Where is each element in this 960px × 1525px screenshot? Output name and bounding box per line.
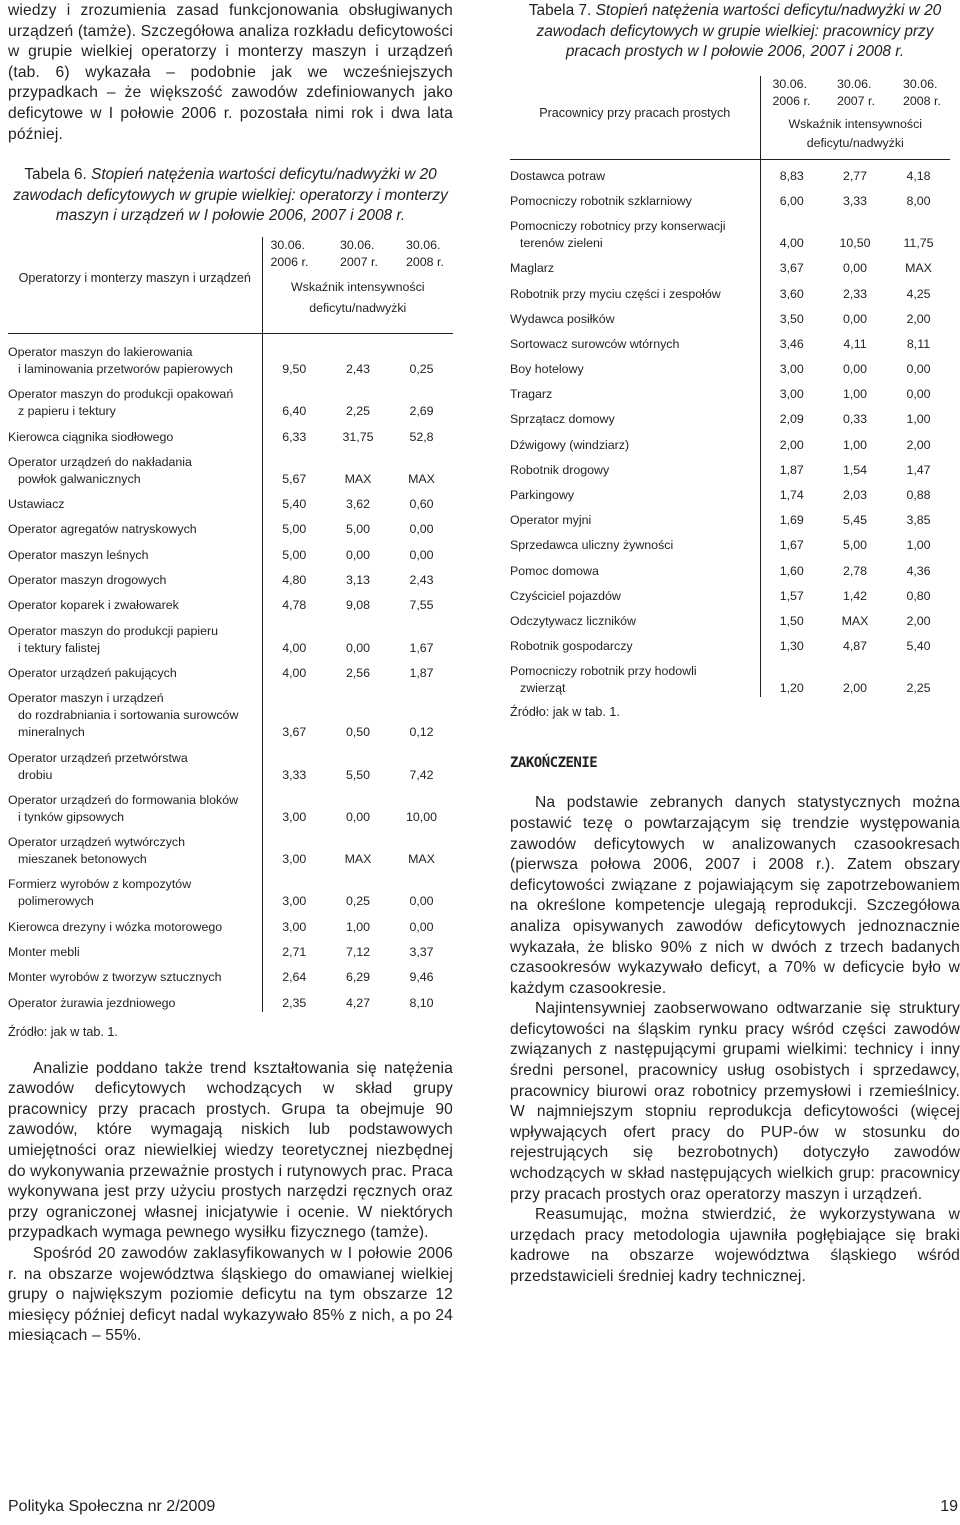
row-label-line: Dostawca potraw xyxy=(510,168,606,183)
row-value: 2,64 xyxy=(282,970,307,985)
row-value: 4,87 xyxy=(842,639,868,654)
row-value: 1,00 xyxy=(906,538,931,553)
row-label-line: Operator maszyn do produkcji opakowań xyxy=(8,387,234,402)
row-label xyxy=(510,378,760,403)
row-label xyxy=(510,580,760,605)
row-label xyxy=(8,868,262,910)
row-value: 6,00 xyxy=(779,193,804,208)
row-value: 3,00 xyxy=(282,809,307,824)
table-row xyxy=(510,428,950,453)
row-value: MAX xyxy=(408,852,435,867)
row-value: 2,00 xyxy=(779,437,804,452)
row-value: 3,37 xyxy=(409,944,434,959)
row-value: 1,00 xyxy=(906,412,931,427)
table-row xyxy=(8,378,453,420)
row-value: 3,00 xyxy=(282,852,307,867)
row-value: 52,8 xyxy=(409,429,434,444)
row-label xyxy=(510,529,760,554)
row-value: 8,00 xyxy=(906,193,931,208)
left-column xyxy=(8,0,453,1347)
table-row xyxy=(8,614,453,656)
row-value: 3,46 xyxy=(779,336,804,351)
row-label-line: do rozdrabniania i sortowania surowców xyxy=(18,708,239,723)
row-value: 2,00 xyxy=(906,311,931,326)
row-value: 10,50 xyxy=(839,236,871,251)
table7-header-date: 30.06. 2007 r. xyxy=(837,76,875,108)
row-label-line: Pomocniczy robotnicy przy konserwacji xyxy=(510,219,726,234)
row-label-line: polimerowych xyxy=(18,894,94,909)
row-label-line: i tynków gipsowych xyxy=(18,809,125,824)
row-label xyxy=(8,420,262,445)
row-value: 3,67 xyxy=(282,725,307,740)
row-label xyxy=(510,303,760,328)
row-value: 4,11 xyxy=(843,336,867,351)
row-label-line: Wydawca posiłków xyxy=(510,311,615,326)
row-label-line: Tragarz xyxy=(510,387,553,402)
row-label-line: z papieru i tektury xyxy=(18,404,116,419)
row-value: 9,08 xyxy=(345,598,371,613)
row-value: 1,60 xyxy=(779,563,804,578)
row-value: 0,80 xyxy=(906,588,931,603)
row-value: 0,00 xyxy=(409,522,434,537)
row-value: 1,00 xyxy=(842,387,868,402)
row-value: 1,00 xyxy=(842,437,868,452)
table-row xyxy=(510,655,950,697)
table6-header-date: 30.06. 2008 r. xyxy=(406,237,444,269)
row-label xyxy=(8,614,262,656)
row-value: 1,87 xyxy=(409,665,434,680)
table-row xyxy=(510,479,950,504)
row-value: 0,00 xyxy=(409,919,434,934)
row-label xyxy=(8,538,262,563)
row-label xyxy=(8,513,262,538)
table-row xyxy=(8,488,453,513)
row-value: 7,55 xyxy=(409,598,434,613)
row-label xyxy=(510,504,760,529)
row-value: 5,00 xyxy=(282,522,307,537)
row-label xyxy=(8,488,262,513)
row-value: 0,60 xyxy=(409,497,434,512)
table-row xyxy=(510,210,950,252)
row-value: 2,71 xyxy=(282,944,307,959)
row-value: 0,00 xyxy=(906,387,931,402)
table7 xyxy=(510,76,950,698)
row-label-line: i laminowania przetworów papierowych xyxy=(18,361,233,376)
row-label xyxy=(8,910,262,935)
section-heading: ZAKOŃCZENIE xyxy=(510,755,598,772)
row-value: 0,50 xyxy=(345,725,371,740)
row-label xyxy=(8,936,262,961)
row-label-line: Operator maszyn leśnych xyxy=(8,547,149,562)
row-label-line: Kierowca ciągnika siodłowego xyxy=(8,429,174,444)
row-value: 1,30 xyxy=(779,639,804,654)
row-label xyxy=(8,378,262,420)
row-value: 3,33 xyxy=(842,193,868,208)
row-label-line: Operator maszyn do lakierowania xyxy=(8,344,193,359)
row-label-line: Odczytywacz liczników xyxy=(510,613,636,628)
row-label-line: Pomoc domowa xyxy=(510,563,599,578)
row-label-line: Operator urządzeń do nakładania xyxy=(8,454,192,469)
row-value: 0,12 xyxy=(409,725,434,740)
row-value: 2,00 xyxy=(906,613,931,628)
row-value: 0,00 xyxy=(345,809,371,824)
right-paragraph-1: Na podstawie zebranych danych statystycznych można postawić tezę o powtarzającym się trendzie występowania zawodów deficytowych w analizowanych czasookresach (pierwsza połowa 2006, 2007 i 2008 r.). Zatem obszary deficytowości związane z pojawiającym się zapotrzebowaniem na określone kompetencje ulegają reprodukcji. Szczegółowa analiza opisywanych zawodów deficytowych jednoznacznie wykazała, że blisko 90% z nich w dwóch z trzech badanych czasookresów wykazywało deficyt, a 70% w deficycie było w każdym czasookresie. xyxy=(510,794,960,997)
row-value: MAX xyxy=(344,852,372,867)
table7-header-sub: Wskaźnik intensywności deficytu/nadwyżki xyxy=(760,110,950,160)
row-value: 31,75 xyxy=(342,429,374,444)
row-label xyxy=(510,210,760,252)
row-value: 8,10 xyxy=(409,995,434,1010)
row-label-line: Operator urządzeń przetwórstwa xyxy=(8,750,188,765)
row-value: 4,18 xyxy=(906,168,931,183)
row-value: 3,00 xyxy=(779,362,804,377)
table-row xyxy=(510,185,950,210)
table-row xyxy=(510,605,950,630)
row-label-line: i tektury falistej xyxy=(18,640,100,655)
table6-header-sub: Wskaźnik intensywności deficytu/nadwyżki xyxy=(262,271,453,334)
row-label-line: Operator koparek i zwałowarek xyxy=(8,598,179,613)
footer-journal: Polityka Społeczna nr 2/2009 xyxy=(8,1498,216,1515)
row-value: 4,00 xyxy=(282,640,307,655)
table-row xyxy=(510,252,950,277)
row-value: 2,33 xyxy=(842,286,868,301)
table-row xyxy=(8,986,453,1011)
row-label xyxy=(8,333,262,378)
row-label xyxy=(8,986,262,1011)
table6-caption-title: Stopień natężenia wartości deficytu/nadwyżki w 20 zawodach deficytowych w grupie wielkiej: operatorzy i monterzy maszyn i urządzeń w I połowie 2006, 2007 i 2008 r. xyxy=(13,166,448,225)
row-value: 1,67 xyxy=(779,538,804,553)
table6 xyxy=(8,237,453,1012)
table-row xyxy=(8,868,453,910)
row-label-line: Sprzedawca uliczny żywności xyxy=(510,538,674,553)
table-row xyxy=(8,657,453,682)
row-value: 2,43 xyxy=(345,361,371,376)
footer-page-number: 19 xyxy=(940,1498,958,1515)
table6-caption-label: Tabela 6. xyxy=(24,166,87,184)
row-value: 1,00 xyxy=(345,919,371,934)
row-value: 3,85 xyxy=(906,513,931,528)
row-value: 8,11 xyxy=(906,336,931,351)
right-column xyxy=(510,0,960,1288)
table-row xyxy=(510,328,950,353)
row-value: 0,00 xyxy=(842,362,868,377)
row-value: MAX xyxy=(344,471,372,486)
row-value: 0,25 xyxy=(409,361,434,376)
row-label-line: Parkingowy xyxy=(510,488,575,503)
row-value: 4,27 xyxy=(345,995,371,1010)
row-label-line: Robotnik drogowy xyxy=(510,462,610,477)
row-value: 3,00 xyxy=(282,919,307,934)
row-label xyxy=(510,454,760,479)
row-label-line: Pomocniczy robotnik przy hodowli xyxy=(510,664,697,679)
row-label-line: Operator maszyn do produkcji papieru xyxy=(8,623,219,638)
row-value: 10,00 xyxy=(405,809,437,824)
row-label-line: terenów zieleni xyxy=(520,236,603,251)
row-value: 0,33 xyxy=(842,412,868,427)
table7-header-label: Pracownicy przy pracach prostych xyxy=(510,76,760,160)
table-row xyxy=(510,580,950,605)
table-row xyxy=(510,353,950,378)
row-label xyxy=(8,657,262,682)
table7-caption-title: Stopień natężenia wartości deficytu/nadwyżki w 20 zawodach deficytowych w grupie wielkiej: pracownicy przy pracach prostych w I połowie 2006, 2007 i 2008 r. xyxy=(536,2,942,61)
left-paragraph-3: Spośród 20 zawodów zaklasyfikowanych w I połowie 2006 r. na obszarze województwa śląskiego do omawianej wielkiej grupy o największym poziomie deficytu na tym obszarze 12 miesięcy później deficyt nadal wykazywało 85% z nich, a po 24 miesiącach – 55%. xyxy=(8,1244,453,1345)
row-value: 0,00 xyxy=(842,311,868,326)
row-value: 1,47 xyxy=(906,462,931,477)
row-value: MAX xyxy=(841,613,869,628)
row-label-line: Monter mebli xyxy=(8,944,80,959)
row-value: 5,40 xyxy=(906,639,931,654)
row-label xyxy=(510,277,760,302)
table-row xyxy=(8,589,453,614)
table-row xyxy=(510,529,950,554)
table-row xyxy=(510,159,950,185)
row-label xyxy=(510,185,760,210)
table-row xyxy=(510,303,950,328)
row-value: 1,42 xyxy=(842,588,868,603)
table6-header-date: 30.06. 2006 r. xyxy=(270,237,309,269)
table-row xyxy=(8,910,453,935)
row-value: 1,20 xyxy=(779,681,804,696)
table7-header-date: 30.06. 2006 r. xyxy=(772,76,811,108)
row-label xyxy=(8,826,262,868)
table-row xyxy=(510,403,950,428)
row-value: 3,60 xyxy=(779,286,804,301)
row-label-line: Robotnik przy myciu części i zespołów xyxy=(510,286,721,301)
left-paragraph-2: Analizie poddano także trend kształtowania się natężenia zawodów deficytowych wchodzących w skład grupy pracownicy przy pracach prostych. Grupa ta obejmuje 90 zawodów, które wymagają niskich lub podstawowych umiejętności oraz niewielkiej wiedzy teoretycznej niezbędnej do wykonywania przeważnie prostych i rutynowych prac. Praca wykonywana jest przy użyciu prostych narzędzi ręcznych oraz przy ograniczonej własnej inicjatywie i ocenie. W niektórych przypadkach wymaga pewnego wysiłku fizycznego (tamże). xyxy=(8,1059,453,1242)
row-label-line: Operator urządzeń wytwórczych xyxy=(8,835,185,850)
row-label-line: Operator żurawia jezdniowego xyxy=(8,995,176,1010)
row-value: 2,09 xyxy=(779,412,804,427)
row-label-line: Operator urządzeń pakujących xyxy=(8,665,177,680)
table7-caption-label: Tabela 7. xyxy=(528,2,592,19)
row-label xyxy=(8,682,262,741)
row-value: 5,45 xyxy=(842,513,868,528)
row-label xyxy=(510,353,760,378)
row-label-line: zwierząt xyxy=(520,681,566,696)
row-value: 0,00 xyxy=(345,547,371,562)
row-value: 1,74 xyxy=(779,488,804,503)
row-value: 4,80 xyxy=(282,573,307,588)
row-value: 0,00 xyxy=(842,261,868,276)
row-label xyxy=(510,630,760,655)
table7-caption xyxy=(510,1,960,63)
row-label-line: Sortowacz surowców wtórnych xyxy=(510,336,680,351)
row-value: 5,00 xyxy=(282,547,307,562)
row-label xyxy=(510,403,760,428)
row-label-line: powłok galwanicznych xyxy=(18,471,141,486)
table-row xyxy=(8,784,453,826)
table-row xyxy=(8,741,453,783)
table-row xyxy=(8,682,453,741)
row-value: 2,78 xyxy=(842,563,868,578)
row-label-line: Dźwigowy (windziarz) xyxy=(510,437,630,452)
row-value: 4,25 xyxy=(906,286,931,301)
row-value: 11,75 xyxy=(903,236,934,251)
row-value: 0,00 xyxy=(345,640,371,655)
table-row xyxy=(8,538,453,563)
row-label-line: mineralnych xyxy=(18,725,85,740)
row-value: 2,25 xyxy=(345,404,371,419)
row-value: 0,00 xyxy=(409,894,434,909)
row-value: 2,56 xyxy=(345,665,371,680)
row-value: 4,78 xyxy=(282,598,307,613)
row-value: 3,62 xyxy=(345,497,371,512)
row-label-line: mieszanek betonowych xyxy=(18,852,147,867)
row-label-line: Boy hotelowy xyxy=(510,362,584,377)
row-label-line: Sprzątacz domowy xyxy=(510,412,615,427)
row-value: 5,67 xyxy=(282,471,307,486)
row-value: 3,33 xyxy=(282,767,307,782)
row-label-line: Pomocniczy robotnik szklarniowy xyxy=(510,193,692,208)
row-label-line: Operator maszyn drogowych xyxy=(8,573,167,588)
row-value: 9,46 xyxy=(409,970,434,985)
row-label xyxy=(510,428,760,453)
row-value: 6,40 xyxy=(282,404,307,419)
row-value: 4,00 xyxy=(779,236,804,251)
table-row xyxy=(8,961,453,986)
row-label-line: Monter wyrobów z tworzyw sztucznych xyxy=(8,970,222,985)
row-value: 3,00 xyxy=(282,894,307,909)
row-value: 5,50 xyxy=(345,767,371,782)
row-label-line: Robotnik gospodarczy xyxy=(510,639,633,654)
row-label xyxy=(8,961,262,986)
table7-header-date: 30.06. 2008 r. xyxy=(903,76,941,108)
row-value: 0,00 xyxy=(409,547,434,562)
row-value: 1,50 xyxy=(779,613,804,628)
row-value: 6,33 xyxy=(282,429,307,444)
row-value: 2,43 xyxy=(409,573,434,588)
row-value: 8,83 xyxy=(779,168,804,183)
table-row xyxy=(510,277,950,302)
row-value: 0,25 xyxy=(345,894,371,909)
row-value: 5,00 xyxy=(842,538,868,553)
row-value: 0,00 xyxy=(906,362,931,377)
row-value: 0,88 xyxy=(906,488,931,503)
row-value: 3,00 xyxy=(779,387,804,402)
row-label-line: Formierz wyrobów z kompozytów xyxy=(8,877,192,892)
row-value: 1,54 xyxy=(842,462,868,477)
row-label-line: Maglarz xyxy=(510,261,555,276)
table-row xyxy=(8,446,453,488)
table6-source: Źródło: jak w tab. 1. xyxy=(8,1024,118,1039)
row-label-line: Operator agregatów natryskowych xyxy=(8,522,197,537)
row-label xyxy=(8,589,262,614)
row-label xyxy=(510,252,760,277)
table6-header-date: 30.06. 2007 r. xyxy=(340,237,378,269)
row-label xyxy=(510,328,760,353)
row-value: 3,13 xyxy=(345,573,371,588)
row-label-line: Kierowca drezyny i wózka motorowego xyxy=(8,919,223,934)
row-value: MAX xyxy=(408,471,435,486)
table6-header-label: Operatorzy i monterzy maszyn i urządzeń xyxy=(8,237,262,334)
intro-paragraph: wiedzy i zrozumienia zasad funkcjonowania obsługiwanych urządzeń (tamże). Szczegółowa analiza rozkładu deficytowości w grupie wielkiej operatorzy i monterzy maszyn i urządzeń (tab. 6) wykazała – podobnie jak we wcześniejszych przypadkach – że większość zawodów zdefiniowanych jako deficytowe w I połowie 2006 r. pozostała nimi rok i dwa lata później. xyxy=(8,2,453,143)
row-label xyxy=(510,605,760,630)
row-value: 2,35 xyxy=(282,995,307,1010)
table-row xyxy=(8,513,453,538)
row-label xyxy=(510,159,760,185)
table-row xyxy=(510,378,950,403)
row-value: 2,00 xyxy=(842,681,868,696)
row-value: 4,36 xyxy=(906,563,931,578)
table-row xyxy=(510,504,950,529)
row-label xyxy=(8,564,262,589)
row-value: 2,77 xyxy=(842,168,868,183)
table-row xyxy=(510,454,950,479)
row-label xyxy=(8,741,262,783)
row-label xyxy=(8,446,262,488)
row-value: 5,40 xyxy=(282,497,307,512)
row-label xyxy=(510,655,760,697)
row-label xyxy=(510,554,760,579)
row-label-line: Czyściciel pojazdów xyxy=(510,588,621,603)
row-value: MAX xyxy=(905,261,932,276)
row-label-line: Operator maszyn i urządzeń xyxy=(8,691,164,706)
row-value: 4,00 xyxy=(282,665,307,680)
row-label-line: drobiu xyxy=(18,767,53,782)
table7-source: Źródło: jak w tab. 1. xyxy=(510,705,620,720)
row-value: 3,67 xyxy=(779,261,804,276)
table-row xyxy=(8,333,453,378)
row-value: 9,50 xyxy=(282,361,307,376)
table-row xyxy=(8,420,453,445)
table-row xyxy=(8,936,453,961)
row-label-line: Operator myjni xyxy=(510,513,592,528)
row-value: 1,69 xyxy=(779,513,804,528)
row-label-line: Ustawiacz xyxy=(8,497,65,512)
table-row xyxy=(510,554,950,579)
row-value: 1,87 xyxy=(779,462,804,477)
row-value: 5,00 xyxy=(345,522,371,537)
row-value: 6,29 xyxy=(345,970,371,985)
row-value: 1,67 xyxy=(409,640,434,655)
row-value: 7,42 xyxy=(409,767,434,782)
table-row xyxy=(510,630,950,655)
row-value: 2,69 xyxy=(409,404,434,419)
right-paragraph-2: Najintensywniej zaobserwowano odtwarzanie się struktury deficytowości na śląskim rynku pracy wśród części zawodów związanych z następującymi grupami wielkimi: technicy i inny średni personel, pracownicy usług osobistych i sprzedawcy, pracownicy biurowi oraz robotnicy przemysłowi i rzemieślnicy. W najmniejszym stopniu reprodukcja deficytowości (więcej wpływających ofert pracy do PUP-ów w stosunku do rejestrujących się bezrobotnych) dotyczyło zawodów wchodzących w skład następujących wielkich grup: pracownicy przy pracach prostych oraz operatorzy maszyn i urządzeń. xyxy=(510,1000,960,1203)
row-label xyxy=(510,479,760,504)
right-paragraph-3: Reasumując, można stwierdzić, że wykorzystywana w urzędach pracy metodologia ujawniła pogłębiające się braki kadrowe na obszarze województwa śląskiego wśród przedstawicieli średniej kadry technicznej. xyxy=(510,1206,960,1285)
table6-caption xyxy=(8,165,453,227)
row-value: 3,50 xyxy=(779,311,804,326)
row-value: 2,00 xyxy=(906,437,931,452)
table-row xyxy=(8,826,453,868)
row-value: 7,12 xyxy=(345,944,371,959)
row-label xyxy=(8,784,262,826)
row-value: 1,57 xyxy=(779,588,804,603)
table-row xyxy=(8,564,453,589)
row-label-line: Operator urządzeń do formowania bloków xyxy=(8,792,239,807)
row-value: 2,03 xyxy=(842,488,868,503)
row-value: 2,25 xyxy=(906,681,931,696)
